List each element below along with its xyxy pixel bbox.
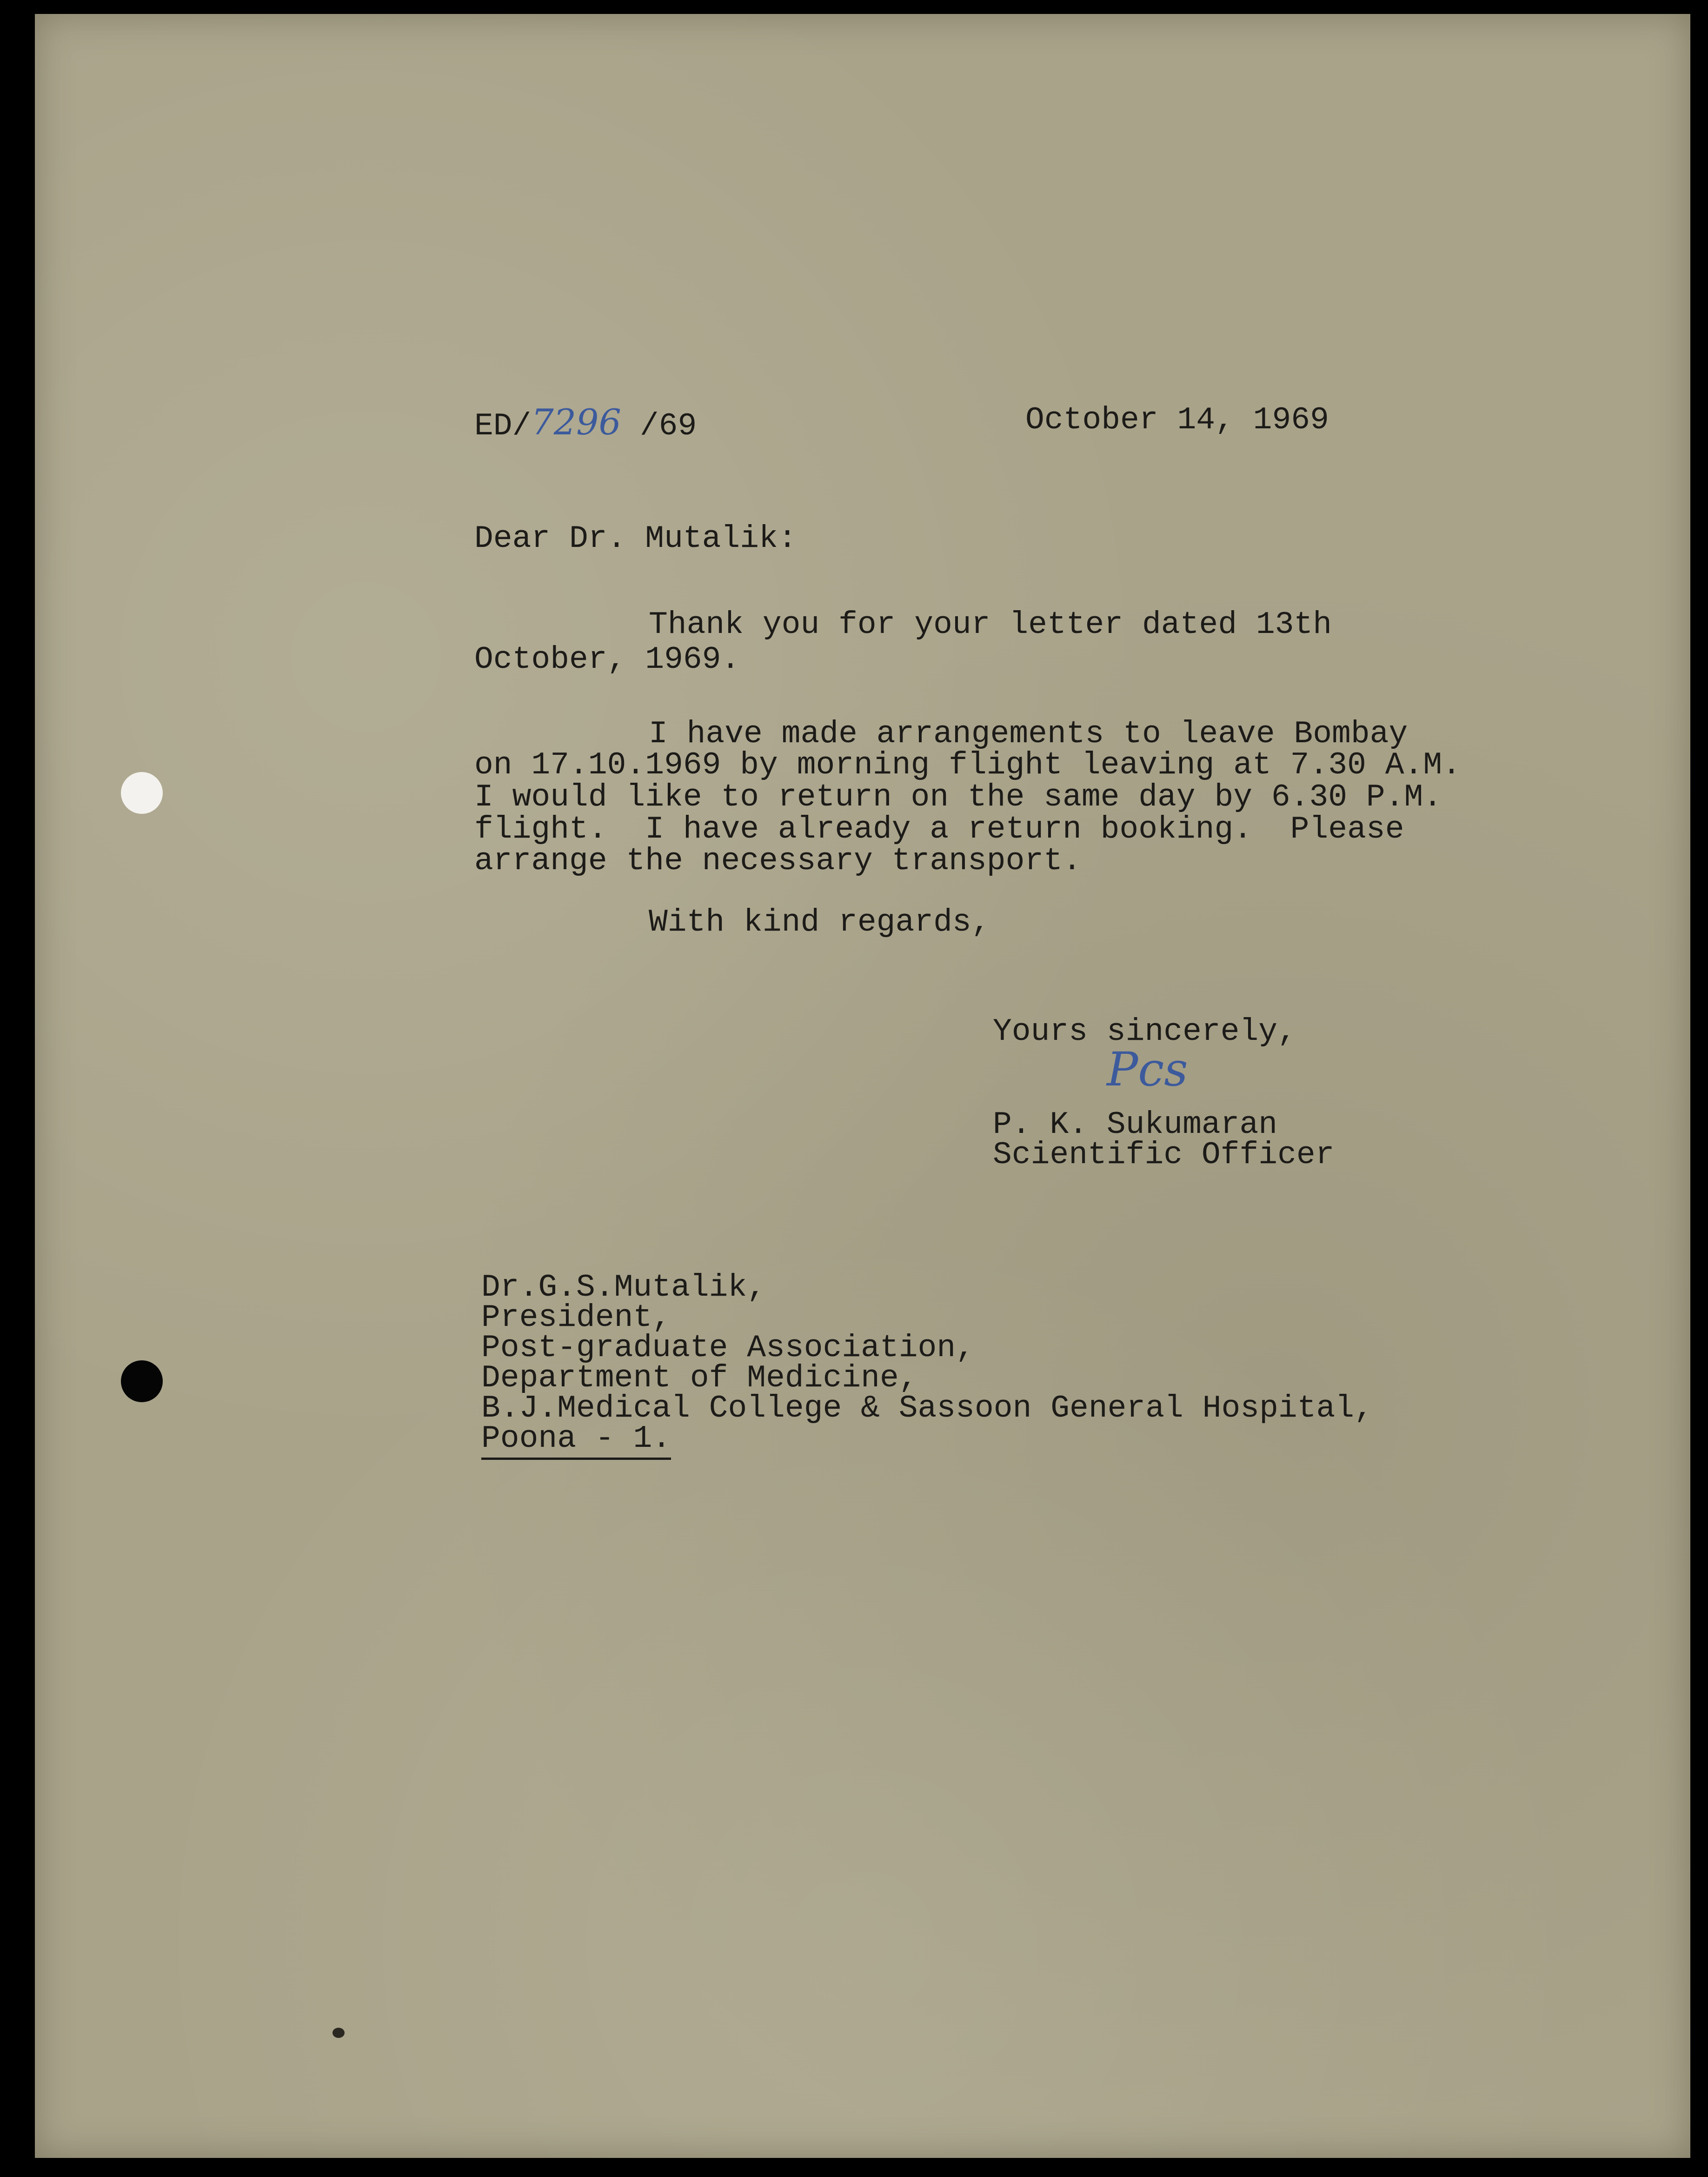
kind-regards: With kind regards, (649, 905, 990, 940)
address-line-2: President, (481, 1300, 671, 1336)
closing: Yours sincerely, (993, 1014, 1296, 1050)
salutation: Dear Dr. Mutalik: (474, 521, 797, 557)
handwritten-reference: 7296 (531, 401, 621, 443)
reference-suffix: /69 (639, 408, 697, 444)
paragraph-2-line-4: flight. I have already a return booking. Please (474, 812, 1404, 847)
paragraph-2-line-5: arrange the necessary transport. (474, 843, 1082, 879)
letter-sheet (35, 14, 1690, 2158)
paragraph-1-line-2: October, 1969. (474, 642, 740, 678)
reference-number (474, 401, 697, 444)
paper-speck (332, 2028, 345, 2038)
paragraph-2-line-1: I have made arrangements to leave Bombay (649, 716, 1408, 752)
signatory-name: P. K. Sukumaran (993, 1107, 1278, 1143)
signatory-title: Scientific Officer (993, 1137, 1335, 1173)
address-line-1: Dr.G.S.Mutalik, (481, 1270, 766, 1305)
punch-hole (121, 772, 163, 814)
address-line-5: B.J.Medical College & Sassoon General Hospital, (481, 1391, 1373, 1426)
paragraph-1-line-1: Thank you for your letter dated 13th (649, 607, 1332, 643)
handwritten-signature: Pcs (1107, 1042, 1188, 1097)
address-line-4: Department of Medicine, (481, 1360, 918, 1396)
letter-date: October 14, 1969 (1025, 402, 1329, 438)
paragraph-2-line-2: on 17.10.1969 by morning flight leaving at 7.30 A.M. (474, 747, 1461, 783)
address-line-3: Post-graduate Association, (481, 1330, 975, 1366)
paragraph-2-line-3: I would like to return on the same day by 6.30 P.M. (474, 779, 1442, 815)
address-line-6: Poona - 1. (481, 1423, 671, 1460)
reference-prefix: ED/ (474, 408, 532, 444)
punch-hole (121, 1360, 163, 1402)
